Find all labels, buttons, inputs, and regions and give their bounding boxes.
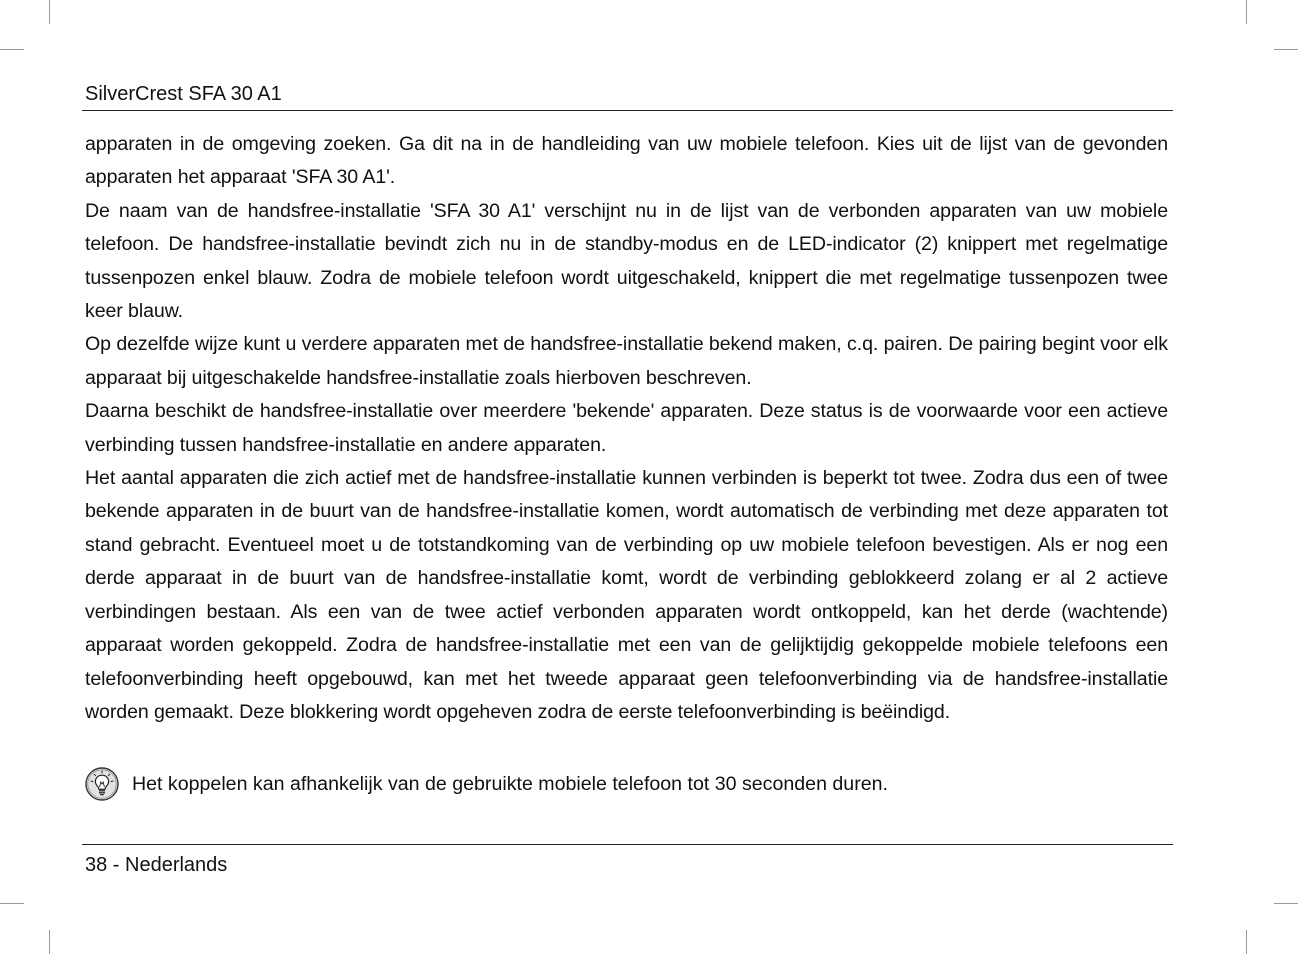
crop-mark — [1274, 903, 1298, 904]
page-header-title: SilverCrest SFA 30 A1 — [85, 83, 282, 105]
page-footer-label: 38 - Nederlands — [85, 854, 228, 876]
tip-note — [85, 766, 888, 802]
paragraph: De naam van de handsfree-installatie 'SFA 30 A1' verschijnt nu in de lijst van de verbonden apparaten van uw mobiele telefoon. De handsfree-installatie bevindt zich nu in de standby-modus en de LED-indicator (2) knippert met regelmatige tussenpozen enkel blauw. Zodra de mobiele telefoon wordt uitgeschakeld, knippert die met regelmatige tussenpozen twee keer blauw. — [85, 199, 1168, 323]
paragraph: Op dezelfde wijze kunt u verdere apparaten met de handsfree-installatie bekend maken, c.q. pairen. De pairing begint voor elk apparaat bij uitgeschakelde handsfree-installatie zoals hierboven beschreven. — [85, 333, 1168, 389]
crop-mark — [1274, 49, 1298, 50]
paragraph: apparaten in de omgeving zoeken. Ga dit na in de handleiding van uw mobiele telefoon. Kies uit de lijst van de gevonden apparaten het apparaat 'SFA 30 A1'. — [85, 133, 1168, 189]
body-text — [85, 128, 1168, 729]
crop-mark — [1246, 930, 1247, 954]
header-divider — [82, 110, 1173, 111]
crop-mark — [0, 49, 24, 50]
crop-mark — [1246, 0, 1247, 24]
paragraph: Daarna beschikt de handsfree-installatie over meerdere 'bekende' apparaten. Deze status is de voorwaarde voor een actieve verbinding tussen handsfree-installatie en andere apparaten. — [85, 400, 1168, 456]
crop-mark — [49, 930, 50, 954]
tip-note-text: Het koppelen kan afhankelijk van de gebruikte mobiele telefoon tot 30 seconden duren. — [132, 773, 888, 795]
lightbulb-icon — [85, 767, 119, 801]
crop-mark — [0, 903, 24, 904]
footer-divider — [82, 844, 1173, 845]
paragraph: Het aantal apparaten die zich actief met de handsfree-installatie kunnen verbinden is beperkt tot twee. Zodra dus een of twee bekende apparaten in de buurt van de handsfree-installatie komen, wordt automatisch de verbinding met deze apparaten tot stand gebracht. Eventueel moet u de totstandkoming van de verbinding op uw mobiele telefoon bevestigen. Als er nog een derde apparaat in de buurt van de handsfree-installatie komt, wordt de verbinding geblokkeerd zolang er al 2 actieve verbindingen bestaan. Als een van de twee actief verbonden apparaten wordt ontkoppeld, kan het derde (wachtende) apparaat worden gekoppeld. Zodra de handsfree-installatie met een van de gelijktijdig gekoppelde mobiele telefoons een telefoonverbinding heeft opgebouwd, kan met het tweede apparaat geen telefoonverbinding via de handsfree-installatie worden gemaakt. Deze blokkering wordt opgeheven zodra de eerste telefoonverbinding is beëindigd. — [85, 467, 1168, 723]
crop-mark — [49, 0, 50, 24]
